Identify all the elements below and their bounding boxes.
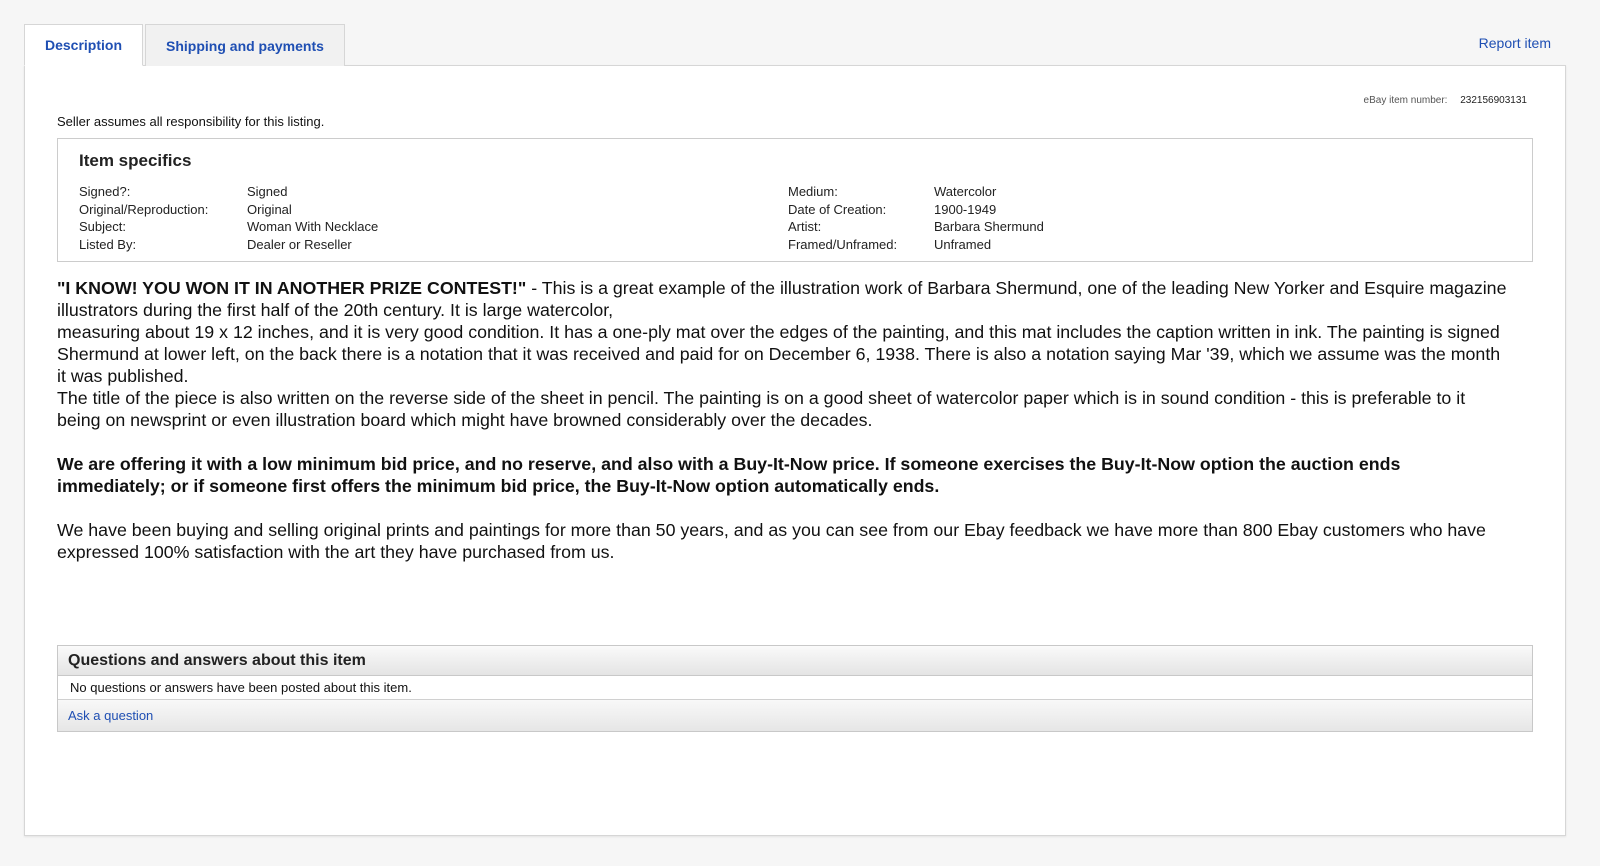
spec-row — [79, 218, 378, 236]
description-paragraph-intro — [57, 277, 1507, 321]
report-item-link[interactable]: Report item — [1478, 35, 1551, 51]
spec-value: Watercolor — [934, 184, 997, 199]
spec-value: Unframed — [934, 236, 992, 252]
tab-bar — [24, 24, 347, 66]
spec-row — [788, 201, 1044, 219]
spec-row — [79, 183, 378, 201]
qa-footer — [58, 700, 1532, 731]
questions-and-answers-box — [57, 645, 1533, 732]
paragraph-spacer — [57, 431, 1507, 453]
spec-key: Original/Reproduction: — [79, 201, 209, 217]
spec-key: Artist: — [788, 219, 822, 234]
artwork-title-quote: "I KNOW! YOU WON IT IN ANOTHER PRIZE CONTEST!" — [57, 278, 527, 298]
item-number-label: eBay item number: — [1363, 95, 1448, 106]
spec-row — [788, 183, 1044, 201]
qa-title: Questions and answers about this item — [58, 646, 1532, 676]
tab-shipping-and-payments[interactable]: Shipping and payments — [145, 24, 345, 66]
description-paragraph-auction-terms — [57, 453, 1507, 497]
item-number-value: 232156903131 — [1460, 95, 1527, 106]
description-panel — [24, 65, 1566, 836]
spec-value: Signed — [247, 184, 288, 199]
spec-row — [79, 236, 378, 254]
item-specifics-left-column — [79, 183, 378, 253]
item-description — [57, 277, 1507, 563]
spec-key: Listed By: — [79, 236, 137, 252]
description-paragraph-title-note: The title of the piece is also written on the reverse side of the sheet in pencil. The painting is on a good sheet of watercolor paper which is in sound condition - this is preferable to it being on newsprint or even illustration board which might have browned considerably over the decades. — [57, 388, 1466, 430]
spec-key: Framed/Unframed: — [788, 236, 898, 252]
item-specifics-title: Item specifics — [79, 151, 192, 170]
spec-key: Medium: — [788, 184, 838, 199]
spec-key: Signed?: — [79, 184, 131, 199]
spec-value: 1900-1949 — [934, 201, 997, 217]
spec-value: Dealer or Reseller — [247, 236, 352, 252]
item-specifics-right-column — [788, 183, 1044, 253]
qa-empty-message: No questions or answers have been posted about this item. — [58, 676, 1532, 700]
spec-key: Date of Creation: — [788, 201, 887, 217]
spec-row — [788, 218, 1044, 236]
spec-row — [79, 201, 378, 219]
spec-value: Original — [247, 201, 292, 217]
description-intro-text: - This is a great example of the illustration work of Barbara Shermund, one of the leading New Yorker and Esquire magazine illustrators during the first half of the 20th century. It is large watercolor, — [57, 278, 1507, 320]
item-specifics-box — [57, 138, 1533, 262]
description-paragraph-seller-history: We have been buying and selling original prints and paintings for more than 50 years, and as you can see from our Ebay feedback we have more than 800 Ebay customers who have expressed 100% satisfaction with the art they have purchased from us. — [57, 520, 1486, 562]
description-paragraph-condition: measuring about 19 x 12 inches, and it is very good condition. It has a one-ply mat over the edges of the painting, and this mat includes the caption written in ink. The painting is signed Shermund at lower left, on the back there is a notation that it was received and paid for on December 6, 1938. There is also a notation saying Mar '39, which we assume was the month it was published. — [57, 322, 1501, 386]
tab-description[interactable]: Description — [24, 24, 143, 66]
spec-value: Barbara Shermund — [934, 219, 1044, 234]
item-number — [1364, 95, 1527, 106]
seller-responsibility-note: Seller assumes all responsibility for this listing. — [57, 114, 325, 129]
paragraph-spacer — [57, 497, 1507, 519]
auction-terms-text: We are offering it with a low minimum bid price, and no reserve, and also with a Buy-It-Now price. If someone exercises the Buy-It-Now option the auction ends immediately; or if someone first offers the minimum bid price, the Buy-It-Now option automatically ends. — [57, 454, 1401, 496]
spec-value: Woman With Necklace — [247, 219, 379, 234]
spec-row — [788, 236, 1044, 254]
spec-key: Subject: — [79, 219, 126, 234]
ask-a-question-link[interactable]: Ask a question — [68, 708, 154, 723]
